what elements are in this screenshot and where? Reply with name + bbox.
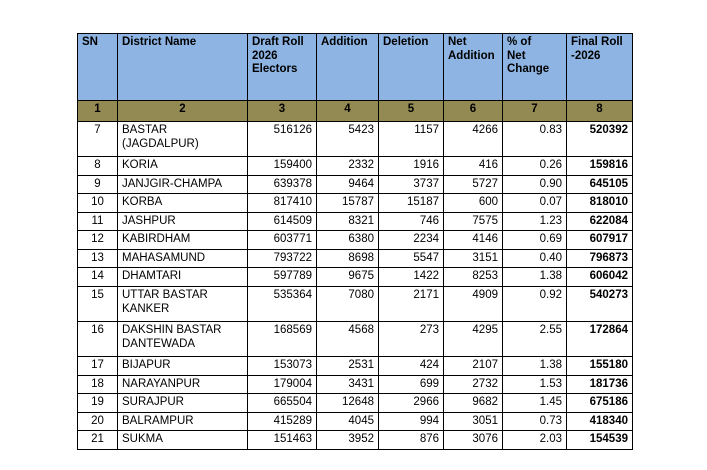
cell-net: 3076 (444, 431, 503, 450)
cell-deletion: 1422 (379, 268, 444, 287)
cell-deletion: 2966 (379, 394, 444, 413)
cell-net: 4909 (444, 286, 503, 321)
header-sn-line1: SN (82, 36, 98, 48)
cell-draft: 168569 (248, 321, 317, 356)
cell-draft: 153073 (248, 356, 317, 375)
table-row (78, 194, 633, 213)
table-header (78, 34, 633, 122)
cell-deletion: 1157 (379, 122, 444, 157)
header-row (78, 34, 633, 101)
cell-draft: 516126 (248, 122, 317, 157)
cell-draft: 603771 (248, 231, 317, 250)
cell-final: 520392 (567, 122, 633, 157)
header-net-line1: Net (448, 36, 467, 48)
cell-addition: 7080 (317, 286, 379, 321)
header-deletion-line1: Deletion (383, 36, 429, 48)
district-line2: DANTEWADA (122, 337, 196, 350)
colnum-1: 1 (78, 101, 118, 122)
cell-sn: 12 (78, 231, 118, 250)
cell-sn: 7 (78, 122, 118, 157)
cell-draft: 639378 (248, 175, 317, 194)
district-line2: (JAGDALPUR) (122, 137, 199, 150)
cell-addition: 8698 (317, 249, 379, 268)
cell-draft: 597789 (248, 268, 317, 287)
cell-net: 600 (444, 194, 503, 213)
header-pct-line3: Change (507, 63, 550, 76)
header-district-line1: District Name (122, 36, 197, 48)
cell-sn: 9 (78, 175, 118, 194)
cell-deletion: 15187 (379, 194, 444, 213)
cell-district: KABIRDHAM (118, 231, 248, 250)
cell-deletion: 5547 (379, 249, 444, 268)
colnum-2: 2 (118, 101, 248, 122)
cell-addition: 8321 (317, 212, 379, 231)
cell-addition: 6380 (317, 231, 379, 250)
cell-final: 155180 (567, 356, 633, 375)
header-final-roll (567, 34, 633, 101)
cell-sn: 14 (78, 268, 118, 287)
cell-sn: 19 (78, 394, 118, 413)
header-net-line2: Addition (448, 49, 495, 62)
cell-deletion: 1916 (379, 157, 444, 176)
cell-addition: 5423 (317, 122, 379, 157)
cell-pct: 2.55 (503, 321, 567, 356)
header-net-addition (444, 34, 503, 101)
cell-net: 9682 (444, 394, 503, 413)
cell-district (118, 321, 248, 356)
cell-final: 675186 (567, 394, 633, 413)
cell-net: 2732 (444, 375, 503, 394)
header-addition-line1: Addition (321, 36, 368, 48)
cell-net: 2107 (444, 356, 503, 375)
cell-sn: 18 (78, 375, 118, 394)
header-district-name (118, 34, 248, 101)
cell-deletion: 876 (379, 431, 444, 450)
colnum-5: 5 (379, 101, 444, 122)
cell-addition: 3431 (317, 375, 379, 394)
cell-final: 154539 (567, 431, 633, 450)
district-line1: BASTAR (122, 124, 168, 136)
cell-draft: 159400 (248, 157, 317, 176)
table-row (78, 175, 633, 194)
cell-district: KORBA (118, 194, 248, 213)
cell-net: 3151 (444, 249, 503, 268)
cell-pct: 0.73 (503, 412, 567, 431)
cell-net: 4146 (444, 231, 503, 250)
cell-deletion: 273 (379, 321, 444, 356)
cell-district: MAHASAMUND (118, 249, 248, 268)
header-pct-line2: Net (507, 49, 526, 62)
header-addition (317, 34, 379, 101)
cell-draft: 179004 (248, 375, 317, 394)
table-row (78, 412, 633, 431)
table-row (78, 231, 633, 250)
header-deletion (379, 34, 444, 101)
colnum-4: 4 (317, 101, 379, 122)
header-draft-line2: 2026 (252, 49, 278, 62)
cell-pct: 1.38 (503, 268, 567, 287)
cell-net: 7575 (444, 212, 503, 231)
colnum-8: 8 (567, 101, 633, 122)
cell-sn: 10 (78, 194, 118, 213)
district-line1: UTTAR BASTAR (122, 288, 208, 301)
cell-sn: 20 (78, 412, 118, 431)
cell-deletion: 2171 (379, 286, 444, 321)
cell-pct: 1.53 (503, 375, 567, 394)
cell-addition: 2531 (317, 356, 379, 375)
cell-net: 4295 (444, 321, 503, 356)
cell-draft: 793722 (248, 249, 317, 268)
cell-final: 645105 (567, 175, 633, 194)
cell-district: DHAMTARI (118, 268, 248, 287)
cell-net: 3051 (444, 412, 503, 431)
cell-draft: 151463 (248, 431, 317, 450)
header-draft-line3: Electors (252, 63, 298, 76)
cell-district (118, 286, 248, 321)
cell-final: 418340 (567, 412, 633, 431)
cell-sn: 16 (78, 321, 118, 356)
cell-deletion: 2234 (379, 231, 444, 250)
cell-sn: 17 (78, 356, 118, 375)
table-row (78, 212, 633, 231)
cell-final: 607917 (567, 231, 633, 250)
cell-pct: 0.83 (503, 122, 567, 157)
cell-sn: 15 (78, 286, 118, 321)
header-final-line1: Final Roll (571, 36, 623, 48)
header-pct-line1: % of (507, 36, 532, 48)
table-row (78, 356, 633, 375)
cell-sn: 21 (78, 431, 118, 450)
cell-draft: 415289 (248, 412, 317, 431)
cell-pct: 1.23 (503, 212, 567, 231)
table-row (78, 157, 633, 176)
cell-district: JASHPUR (118, 212, 248, 231)
cell-final: 796873 (567, 249, 633, 268)
district-line1: DAKSHIN BASTAR (122, 323, 222, 336)
column-number-row (78, 101, 633, 122)
cell-district: KORIA (118, 157, 248, 176)
colnum-6: 6 (444, 101, 503, 122)
header-draft-roll (248, 34, 317, 101)
cell-district: SURAJPUR (118, 394, 248, 413)
cell-final: 818010 (567, 194, 633, 213)
table-body (78, 122, 633, 450)
table-row (78, 268, 633, 287)
cell-addition: 2332 (317, 157, 379, 176)
cell-addition: 9675 (317, 268, 379, 287)
cell-deletion: 699 (379, 375, 444, 394)
table-row (78, 122, 633, 157)
cell-addition: 3952 (317, 431, 379, 450)
cell-sn: 13 (78, 249, 118, 268)
cell-draft: 665504 (248, 394, 317, 413)
cell-district: BIJAPUR (118, 356, 248, 375)
table-row (78, 394, 633, 413)
colnum-3: 3 (248, 101, 317, 122)
cell-net: 416 (444, 157, 503, 176)
cell-final: 540273 (567, 286, 633, 321)
cell-pct: 0.90 (503, 175, 567, 194)
district-line2: KANKER (122, 302, 170, 315)
header-sn (78, 34, 118, 101)
table-row (78, 321, 633, 356)
table-row (78, 286, 633, 321)
table-row (78, 431, 633, 450)
cell-district (118, 122, 248, 157)
cell-addition: 4568 (317, 321, 379, 356)
table-row (78, 249, 633, 268)
header-draft-line1: Draft Roll (252, 36, 304, 48)
cell-addition: 15787 (317, 194, 379, 213)
cell-district: NARAYANPUR (118, 375, 248, 394)
cell-net: 5727 (444, 175, 503, 194)
cell-deletion: 994 (379, 412, 444, 431)
cell-draft: 817410 (248, 194, 317, 213)
table-row (78, 375, 633, 394)
cell-final: 622084 (567, 212, 633, 231)
cell-pct: 0.40 (503, 249, 567, 268)
cell-addition: 4045 (317, 412, 379, 431)
cell-deletion: 3737 (379, 175, 444, 194)
cell-deletion: 424 (379, 356, 444, 375)
cell-pct: 1.38 (503, 356, 567, 375)
cell-pct: 0.69 (503, 231, 567, 250)
cell-pct: 0.07 (503, 194, 567, 213)
cell-addition: 9464 (317, 175, 379, 194)
cell-draft: 535364 (248, 286, 317, 321)
cell-addition: 12648 (317, 394, 379, 413)
cell-district: BALRAMPUR (118, 412, 248, 431)
cell-deletion: 746 (379, 212, 444, 231)
cell-pct: 0.92 (503, 286, 567, 321)
cell-final: 172864 (567, 321, 633, 356)
cell-draft: 614509 (248, 212, 317, 231)
header-final-line2: -2026 (571, 49, 601, 62)
cell-pct: 2.03 (503, 431, 567, 450)
colnum-7: 7 (503, 101, 567, 122)
cell-net: 8253 (444, 268, 503, 287)
header-pct-net-change (503, 34, 567, 101)
cell-pct: 1.45 (503, 394, 567, 413)
cell-district: JANJGIR-CHAMPA (118, 175, 248, 194)
cell-sn: 8 (78, 157, 118, 176)
cell-final: 159816 (567, 157, 633, 176)
cell-final: 181736 (567, 375, 633, 394)
cell-pct: 0.26 (503, 157, 567, 176)
cell-net: 4266 (444, 122, 503, 157)
cell-final: 606042 (567, 268, 633, 287)
electoral-roll-table (77, 33, 633, 450)
cell-district: SUKMA (118, 431, 248, 450)
cell-sn: 11 (78, 212, 118, 231)
